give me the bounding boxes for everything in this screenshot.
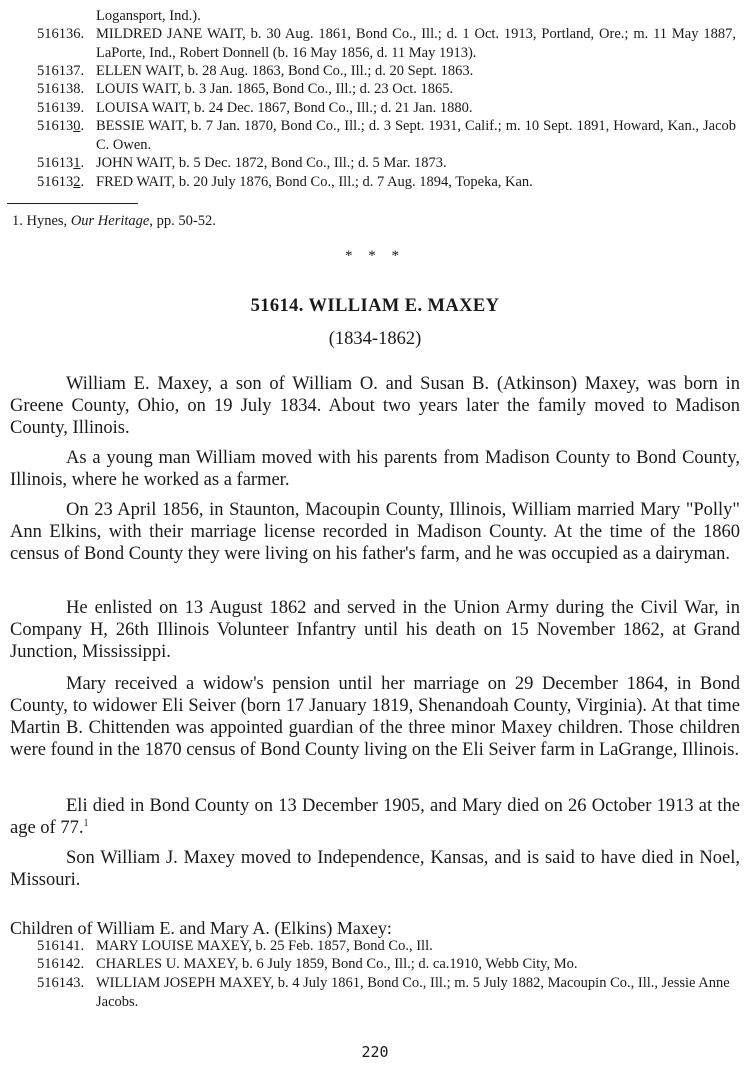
section-separator: * * * <box>345 248 405 264</box>
paragraph: He enlisted on 13 August 1862 and served in the Union Army during the Civil War, in Company H, 26th Illinois Volunteer Infantry until his death on 15 November 1862, at Grand Junction, Mississippi. <box>10 598 740 662</box>
entry-516130 <box>37 117 736 154</box>
entry-number: 516131. <box>37 155 85 171</box>
children-heading: Children of William E. and Mary A. (Elkins) Maxey: <box>10 918 392 938</box>
entry-516136 <box>37 25 736 62</box>
entry-text: MILDRED JANE WAIT, b. 30 Aug. 1861, Bond Co., Ill.; d. 1 Oct. 1913, Portland, Ore.; m. 11 May 1887, LaPorte, Ind., Robert Donnell (b. 16 May 1856, d. 11 May 1913). <box>96 26 736 61</box>
paragraph: Son William J. Maxey moved to Independence, Kansas, and is said to have died in Noel, Missouri. <box>10 848 740 890</box>
continuation-line: Logansport, Ind.). <box>96 8 201 24</box>
entry-number: 516142. <box>37 956 85 972</box>
footnote-title: Our Heritage <box>70 213 150 229</box>
paragraph: Eli died in Bond County on 13 December 1905, and Mary died on 26 October 1913 at the age of 77.$^1$ <box>10 796 740 838</box>
entry-number: 516138. <box>37 81 85 97</box>
paragraph: On 23 April 1856, in Staunton, Macoupin County, Illinois, William married Mary "Polly" Ann Elkins, with their marriage license recorded in Madison County. At the time of the 1860 census of Bond County they were living on his father's farm, and he was occupied as a dairyman. <box>10 500 740 564</box>
entry-516131 <box>37 154 736 173</box>
child-entry <box>37 974 736 1011</box>
entry-516139 <box>37 99 736 118</box>
entry-number: 516137. <box>37 63 85 79</box>
entry-text: LOUISA WAIT, b. 24 Dec. 1867, Bond Co., Ill.; d. 21 Jan. 1880. <box>96 100 473 116</box>
entry-text: FRED WAIT, b. 20 July 1876, Bond Co., Ill.; d. 7 Aug. 1894, Topeka, Kan. <box>96 174 533 190</box>
entry-number: 516132. <box>37 174 85 190</box>
footnote-marker: 1 <box>83 818 89 829</box>
paragraph: Mary received a widow's pension until her marriage on 29 December 1864, in Bond County, to widower Eli Seiver (born 17 January 1819, Shenandoah County, Virginia). At that time Martin B. Chittenden was appointed guardian of the three minor Maxey children. Those children were found in the 1870 census of Bond County living on the Eli Seiver farm in LaGrange, Illinois. <box>10 674 740 760</box>
entry-number: 516136. <box>37 26 85 42</box>
entry-text: JOHN WAIT, b. 5 Dec. 1872, Bond Co., Ill.; d. 5 Mar. 1873. <box>96 155 447 171</box>
entry-number: 516141. <box>37 938 85 954</box>
page-number: 220 <box>361 1043 389 1061</box>
entry-516132 <box>37 173 736 192</box>
section-dates: (1834-1862) <box>328 329 422 349</box>
entry-text: WILLIAM JOSEPH MAXEY, b. 4 July 1861, Bond Co., Ill.; m. 5 July 1882, Macoupin Co., Ill., Jessie Anne Jacobs. <box>96 975 730 1010</box>
entry-text: MARY LOUISE MAXEY, b. 25 Feb. 1857, Bond Co., Ill. <box>96 938 433 954</box>
entry-number: 516139. <box>37 100 85 116</box>
entry-number: 516143. <box>37 975 85 991</box>
child-entry <box>37 937 736 956</box>
entry-text: CHARLES U. MAXEY, b. 6 July 1859, Bond Co., Ill.; d. ca.1910, Webb City, Mo. <box>96 956 578 972</box>
entry-text: BESSIE WAIT, b. 7 Jan. 1870, Bond Co., Ill.; d. 3 Sept. 1931, Calif.; m. 10 Sept. 1891, Howard, Kan., Jacob C. Owen. <box>96 118 736 153</box>
footnote: 1. Hynes, Our Heritage, pp. 50-52. <box>12 213 216 229</box>
section-heading: 51614. WILLIAM E. MAXEY <box>250 296 500 316</box>
entry-text: LOUIS WAIT, b. 3 Jan. 1865, Bond Co., Ill.; d. 23 Oct. 1865. <box>96 81 454 97</box>
entry-text: ELLEN WAIT, b. 28 Aug. 1863, Bond Co., Ill.; d. 20 Sept. 1863. <box>96 63 474 79</box>
footnote-rule <box>7 203 138 204</box>
paragraph: William E. Maxey, a son of William O. and Susan B. (Atkinson) Maxey, was born in Greene County, Ohio, on 19 July 1834. About two years later the family moved to Madison County, Illinois. <box>10 374 740 438</box>
entry-516137 <box>37 62 736 81</box>
entry-516138 <box>37 80 736 99</box>
child-entry <box>37 955 736 974</box>
paragraph: As a young man William moved with his parents from Madison County to Bond County, Illinois, where he worked as a farmer. <box>10 448 740 490</box>
entry-number: 516130. <box>37 118 85 134</box>
